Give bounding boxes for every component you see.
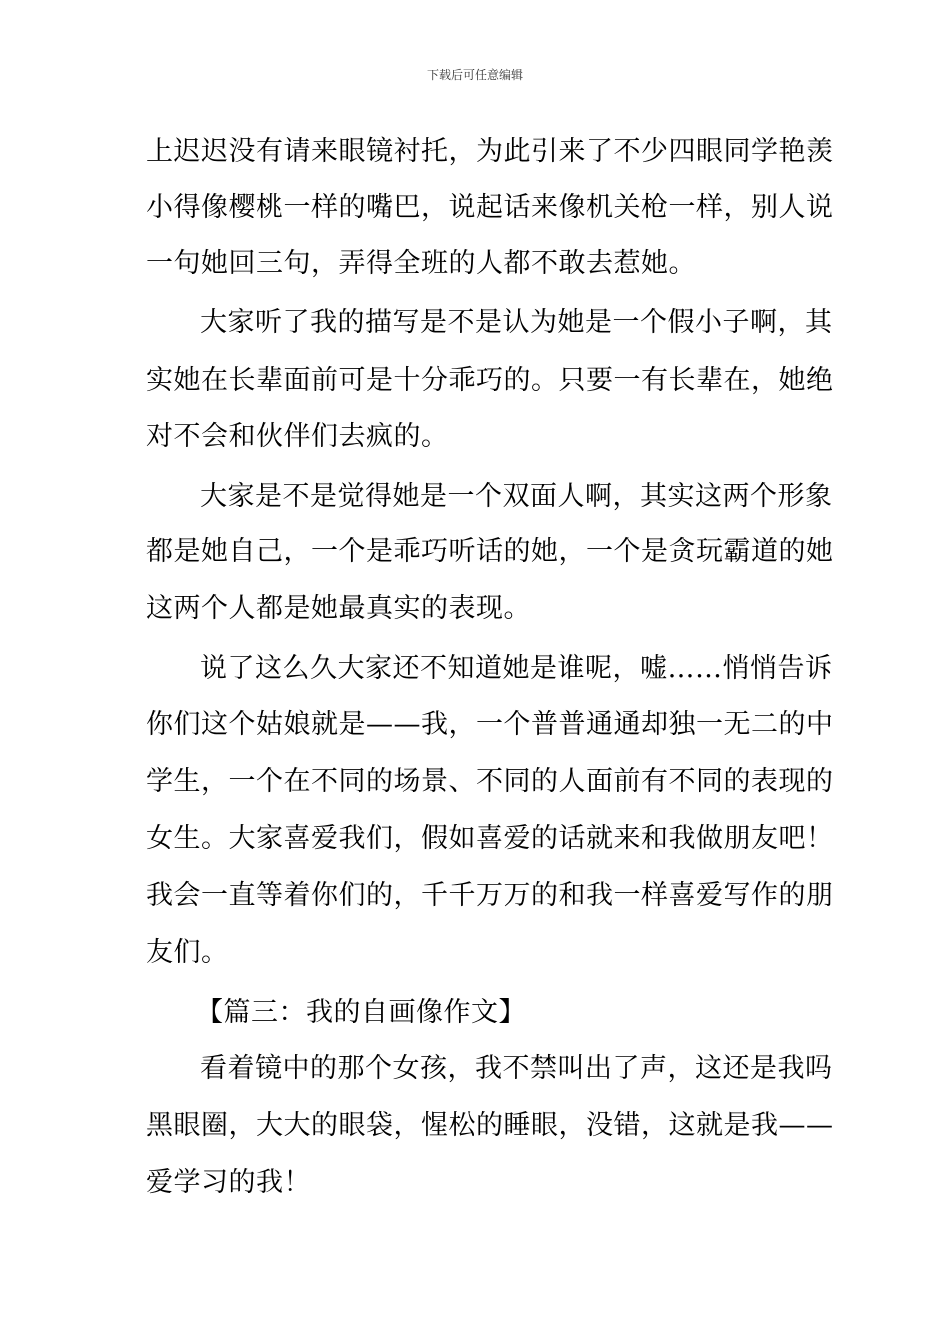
text-line: 这两个人都是她最真实的表现。	[146, 593, 531, 624]
text-line: 你们这个姑娘就是——我，一个普普通通却独一无二的中	[146, 709, 834, 740]
text-line: 上迟迟没有请来眼镜衬托，为此引来了不少四眼同学艳羡	[146, 136, 834, 167]
paragraph-start-line: 看着镜中的那个女孩，我不禁叫出了声，这还是我吗	[200, 1053, 833, 1084]
text-line: 爱学习的我！	[146, 1167, 311, 1198]
text-line: 学生，一个在不同的场景、不同的人面前有不同的表现的	[146, 766, 834, 797]
section-heading: 【篇三：我的自画像作文】	[196, 997, 526, 1028]
text-line: 友们。	[146, 937, 229, 968]
text-line: 小得像樱桃一样的嘴巴，说起话来像机关枪一样，别人说	[146, 192, 834, 223]
text-line: 女生。大家喜爱我们，假如喜爱的话就来和我做朋友吧！	[146, 823, 834, 854]
text-line: 实她在长辈面前可是十分乖巧的。只要一有长辈在，她绝	[146, 365, 834, 396]
text-line: 我会一直等着你们的，千千万万的和我一样喜爱写作的朋	[146, 880, 834, 911]
paragraph-start-line: 说了这么久大家还不知道她是谁呢，嘘……悄悄告诉	[200, 653, 833, 684]
paragraph-start-line: 大家听了我的描写是不是认为她是一个假小子啊，其	[200, 307, 833, 338]
text-line: 一句她回三句，弄得全班的人都不敢去惹她。	[146, 248, 696, 279]
text-line: 对不会和伙伴们去疯的。	[146, 421, 449, 452]
text-line: 黑眼圈，大大的眼袋，惺松的睡眼，没错，这就是我——	[146, 1110, 834, 1141]
text-line: 都是她自己，一个是乖巧听话的她，一个是贪玩霸道的她	[146, 536, 834, 567]
page-header: 下载后可任意编辑	[426, 68, 523, 82]
paragraph-start-line: 大家是不是觉得她是一个双面人啊，其实这两个形象	[200, 481, 833, 512]
